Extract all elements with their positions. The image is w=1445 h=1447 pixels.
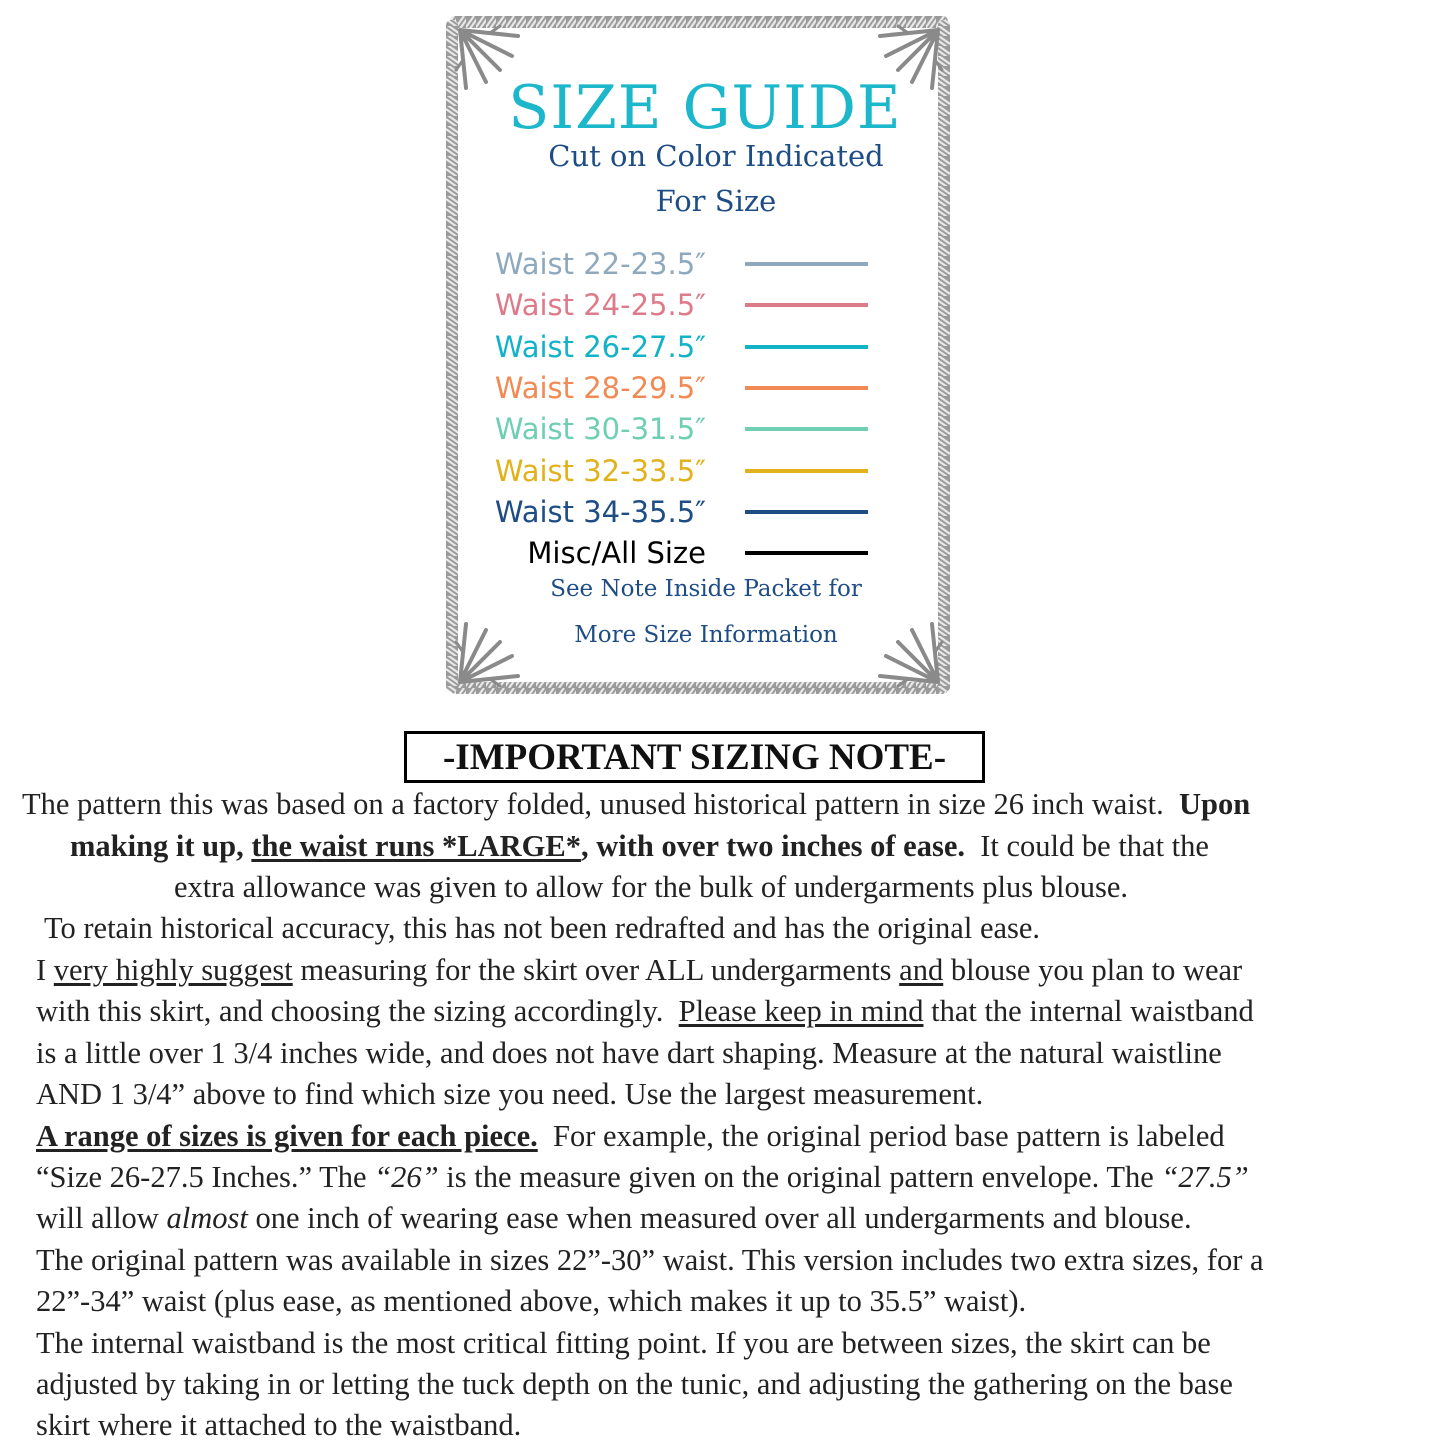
for-size-subtitle: For Size <box>655 184 777 218</box>
legend-row <box>486 409 926 449</box>
note-line: extra allowance was given to allow for the bulk of undergarments plus blouse. <box>174 870 1129 904</box>
note-line: I very highly suggest measuring for the skirt over ALL undergarments and blouse you plan to wear <box>36 953 1243 987</box>
note-line: making it up, the waist runs *LARGE*, with over two inches of ease. It could be that the <box>70 829 1209 863</box>
size-guide-card <box>446 16 952 696</box>
legend-row <box>486 368 926 408</box>
note-line: will allow almost one inch of wearing ease when measured over all undergarments and blouse. <box>36 1201 1192 1235</box>
legend-size-label: Waist 30-31.5″ <box>494 412 706 447</box>
note-line: AND 1 3/4” above to find which size you need. Use the largest measurement. <box>36 1077 984 1111</box>
legend-color-line <box>745 551 868 555</box>
note-line: adjusted by taking in or letting the tuck depth on the tunic, and adjusting the gathering on the base <box>36 1367 1233 1401</box>
legend-size-label: Misc/All Size <box>527 536 706 571</box>
note-line: “Size 26-27.5 Inches.” The “26” is the measure given on the original pattern envelope. The “27.5” <box>36 1160 1249 1194</box>
see-note-text: See Note Inside Packet for <box>550 576 862 602</box>
legend-color-line <box>745 303 868 307</box>
note-line: The original pattern was available in sizes 22”-30” waist. This version includes two extra sizes, for a <box>36 1243 1264 1277</box>
legend-color-line <box>745 469 868 473</box>
legend-size-label: Waist 24-25.5″ <box>494 288 706 323</box>
legend-color-line <box>745 345 868 349</box>
legend-color-line <box>745 427 868 431</box>
legend-size-label: Waist 28-29.5″ <box>494 370 706 405</box>
legend-row <box>486 451 926 491</box>
note-line: skirt where it attached to the waistband. <box>36 1408 522 1442</box>
legend-size-label: Waist 32-33.5″ <box>494 453 706 488</box>
legend-row <box>486 327 926 367</box>
legend-color-line <box>745 510 868 514</box>
note-line: To retain historical accuracy, this has not been redrafted and has the original ease. <box>44 911 1041 945</box>
note-line: is a little over 1 3/4 inches wide, and does not have dart shaping. Measure at the natural waistline <box>36 1036 1222 1070</box>
note-line: The internal waistband is the most critical fitting point. If you are between sizes, the skirt can be <box>36 1326 1211 1360</box>
note-line: A range of sizes is given for each piece. For example, the original period base pattern is labeled <box>36 1119 1225 1153</box>
note-line: 22”-34” waist (plus ease, as mentioned above, which makes it up to 35.5” waist). <box>36 1284 1027 1318</box>
important-sizing-note-header: -IMPORTANT SIZING NOTE- <box>404 731 985 783</box>
cut-on-color-subtitle: Cut on Color Indicated <box>548 139 884 173</box>
note-line: with this skirt, and choosing the sizing accordingly. Please keep in mind that the internal waistband <box>36 994 1254 1028</box>
more-size-info-text: More Size Information <box>574 622 838 648</box>
legend-color-line <box>745 262 868 266</box>
legend-row <box>486 285 926 325</box>
note-line: The pattern this was based on a factory folded, unused historical pattern in size 26 inch waist. Upon <box>22 787 1251 821</box>
legend-row <box>486 244 926 284</box>
legend-row <box>486 533 926 573</box>
legend-size-label: Waist 22-23.5″ <box>494 247 706 281</box>
legend-color-line <box>745 386 868 390</box>
legend-row <box>486 492 926 532</box>
legend-size-label: Waist 34-35.5″ <box>494 494 706 529</box>
legend-size-label: Waist 26-27.5″ <box>494 329 706 364</box>
size-guide-title: SIZE GUIDE <box>508 73 902 143</box>
